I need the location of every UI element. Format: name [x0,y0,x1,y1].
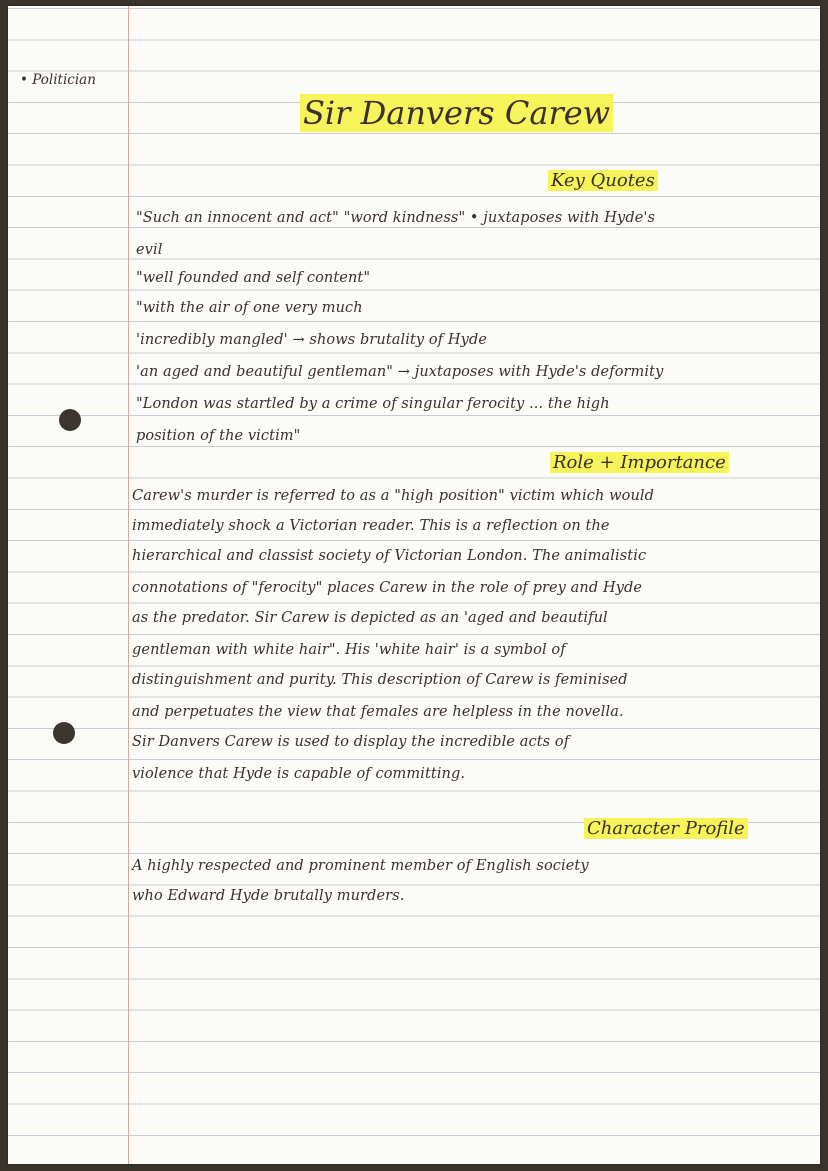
margin-note: • Politician [20,72,96,88]
role-importance-heading [550,452,729,473]
profile-line: A highly respected and prominent member of English society [132,858,589,874]
key-quotes-heading [548,170,658,191]
profile-line: who Edward Hyde brutally murders. [132,888,405,904]
paragraph-line: violence that Hyde is capable of committing. [132,766,466,782]
role-importance-heading-text: Role + Importance [550,452,729,473]
quote-line: evil [136,242,163,258]
paragraph-line: distinguishment and purity. This description of Carew is feminised [132,672,628,688]
key-quotes-heading-text: Key Quotes [548,170,658,191]
quote-line: 'incredibly mangled' → shows brutality of Hyde [136,332,488,348]
paragraph-line: as the predator. Sir Carew is depicted as an 'aged and beautiful [132,610,608,626]
punch-hole [59,409,81,431]
paragraph-line: hierarchical and classist society of Victorian London. The animalistic [132,548,647,564]
quote-line: "Such an innocent and act" "word kindness" • juxtaposes with Hyde's [136,210,656,226]
paragraph-line: Sir Danvers Carew is used to display the incredible acts of [132,734,570,750]
margin-line [128,6,129,1164]
quote-line: 'an aged and beautiful gentleman" → juxtaposes with Hyde's deformity [136,364,664,380]
paragraph-line: connotations of "ferocity" places Carew in the role of prey and Hyde [132,580,643,596]
quote-line: "well founded and self content" [136,270,371,286]
paragraph-line: immediately shock a Victorian reader. This is a reflection on the [132,518,610,534]
quote-line: "London was startled by a crime of singular ferocity ... the high [136,396,610,412]
paragraph-line: gentleman with white hair". His 'white hair' is a symbol of [132,642,566,658]
punch-hole [53,722,75,744]
character-profile-heading-text: Character Profile [584,818,748,839]
notebook-page [8,6,820,1164]
page-title-text: Sir Danvers Carew [300,94,613,132]
quote-line: "with the air of one very much [136,300,363,316]
page-title [300,94,613,132]
paragraph-line: and perpetuates the view that females are helpless in the novella. [132,704,624,720]
quote-line: position of the victim" [136,428,301,444]
paragraph-line: Carew's murder is referred to as a "high position" victim which would [132,488,655,504]
character-profile-heading [584,818,748,839]
